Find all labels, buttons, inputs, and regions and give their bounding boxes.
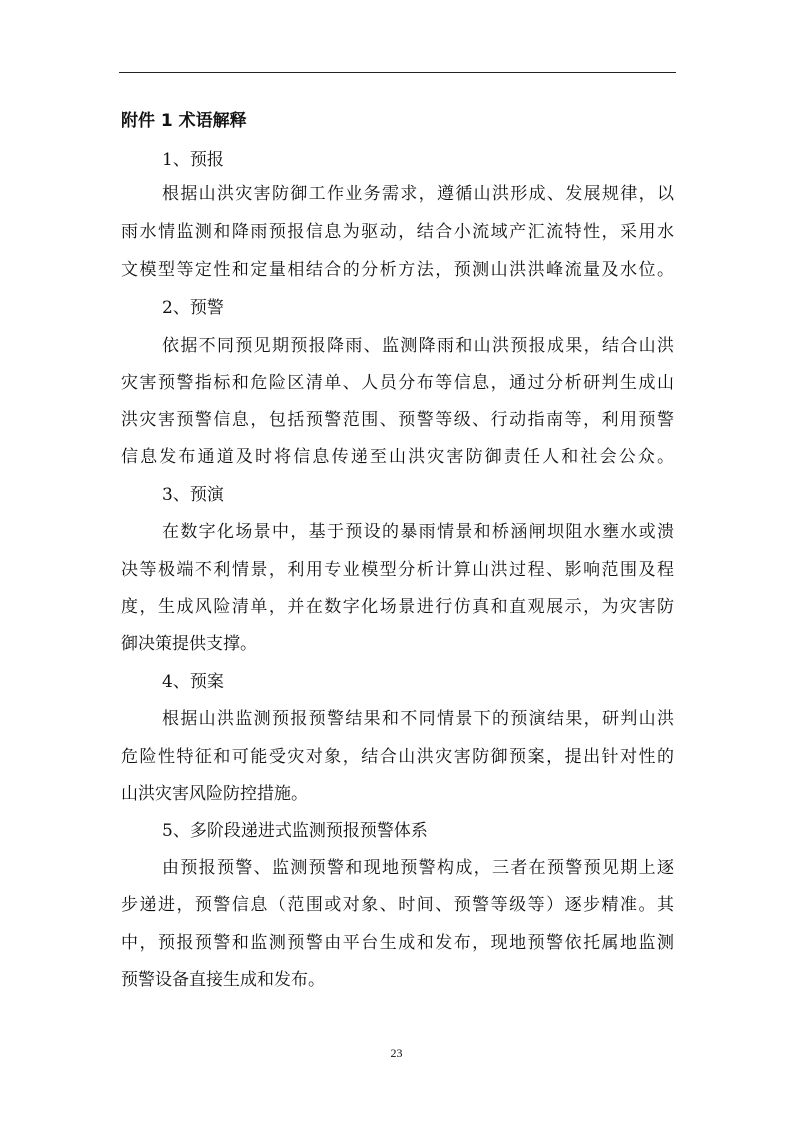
term-title-forecast: 1、预报: [162, 150, 224, 170]
paragraph-line: 雨水情监测和降雨预报信息为驱动，结合小流域产汇流特性，采用水: [121, 222, 674, 242]
paragraph-line: 根据山洪监测预报预警结果和不同情景下的预演结果，研判山洪: [162, 709, 674, 729]
paragraph-line: 决等极端不利情景，利用专业模型分析计算山洪过程、影响范围及程: [121, 560, 674, 580]
paragraph-line: 步递进，预警信息（范围或对象、时间、预警等级等）逐步精准。其: [121, 895, 674, 915]
paragraph-line: 中，预报预警和监测预警由平台生成和发布，现地预警依托属地监测: [121, 933, 674, 953]
paragraph-line: 根据山洪灾害防御工作业务需求，遵循山洪形成、发展规律，以: [162, 184, 674, 204]
appendix-heading: 附件 1 术语解释: [121, 111, 247, 131]
paragraph-line: 山洪灾害风险防控措施。: [121, 784, 308, 804]
paragraph-line: 由预报预警、监测预警和现地预警构成，三者在预警预见期上逐: [162, 858, 674, 878]
paragraph-line: 在数字化场景中，基于预设的暴雨情景和桥涵闸坝阻水壅水或溃: [162, 522, 674, 542]
term-title-plan: 4、预案: [162, 672, 224, 692]
term-title-system: 5、多阶段递进式监测预报预警体系: [162, 821, 428, 841]
paragraph-line: 依据不同预见期预报降雨、监测降雨和山洪预报成果，结合山洪: [162, 336, 674, 356]
term-title-warning: 2、预警: [162, 298, 224, 318]
header-rule: [119, 72, 676, 73]
paragraph-line: 灾害预警指标和危险区清单、人员分布等信息，通过分析研判生成山: [121, 373, 674, 393]
paragraph-line: 信息发布通道及时将信息传递至山洪灾害防御责任人和社会公众。: [121, 447, 674, 467]
paragraph-line: 危险性特征和可能受灾对象，结合山洪灾害防御预案，提出针对性的: [121, 747, 674, 767]
page-number: 23: [390, 1046, 403, 1060]
paragraph-line: 御决策提供支撑。: [121, 634, 257, 654]
term-title-rehearsal: 3、预演: [162, 485, 224, 505]
paragraph-line: 预警设备直接生成和发布。: [121, 970, 325, 990]
paragraph-line: 洪灾害预警信息，包括预警范围、预警等级、行动指南等，利用预警: [121, 410, 674, 430]
paragraph-line: 度，生成风险清单，并在数字化场景进行仿真和直观展示，为灾害防: [121, 597, 674, 617]
paragraph-line: 文模型等定性和定量相结合的分析方法，预测山洪洪峰流量及水位。: [121, 260, 674, 280]
